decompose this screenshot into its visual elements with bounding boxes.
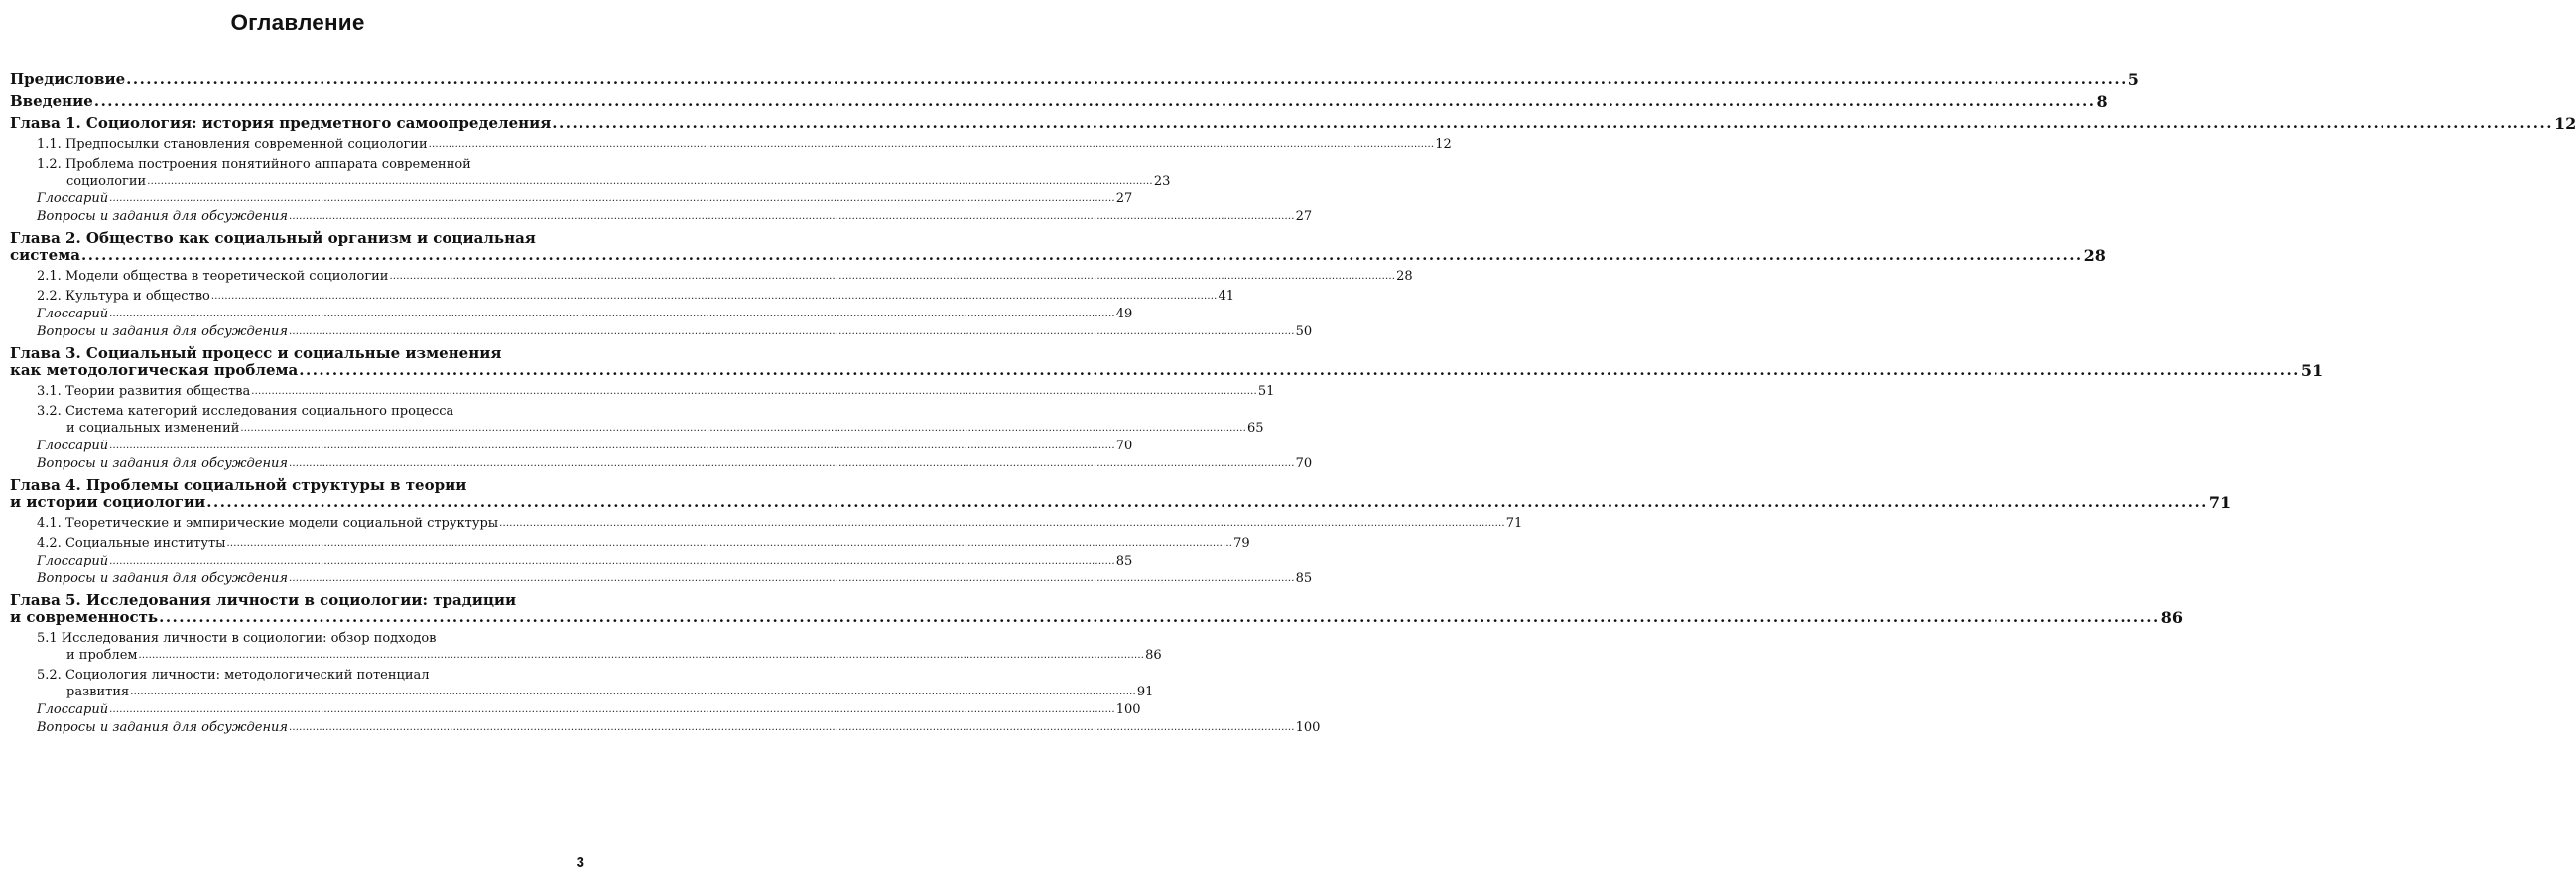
toc-section-entry[interactable] (10, 383, 1275, 400)
toc-page-number: 12 (2553, 114, 2576, 133)
dot-leader: ............................................................................................................................................................................................................................................................................................................ (159, 608, 2160, 626)
toc-page-number: 70 (1295, 456, 1313, 471)
dot-leader: ............................................................................................................................................................................................................................................................................................................ (251, 386, 1257, 397)
toc-entry-title: 1.2. Проблема построения понятийного аппарата современной (37, 157, 471, 172)
toc-appendix-entry[interactable] (10, 208, 1313, 225)
toc-page-number: 79 (1233, 536, 1250, 551)
toc-appendix-entry[interactable] (10, 570, 1313, 587)
toc-entry-title: Вопросы и задания для обсуждения (37, 209, 289, 224)
toc-section-entry[interactable] (10, 667, 1154, 700)
toc-entry-title: 3.1. Теории развития общества (37, 384, 251, 399)
dot-leader: ............................................................................................................................................................................................................................................................................................................ (289, 722, 1295, 733)
dot-leader: ............................................................................................................................................................................................................................................................................................................ (226, 538, 1233, 549)
toc-page-number: 49 (1115, 307, 1133, 321)
toc-entry-title: Глоссарий (37, 439, 109, 453)
toc-page-number: 28 (1396, 269, 1413, 284)
toc-entry-title: 2.1. Модели общества в теоретической социологии (37, 269, 389, 284)
toc-page-number: 12 (1435, 137, 1452, 152)
toc-appendix-entry[interactable] (10, 719, 1321, 736)
toc-chapter-entry[interactable] (10, 92, 2108, 111)
dot-leader: ............................................................................................................................................................................................................................................................................................................ (109, 309, 1115, 319)
dot-leader: ............................................................................................................................................................................................................................................................................................................ (289, 326, 1295, 337)
toc-entry-title: социологии (66, 174, 147, 189)
dot-leader: ............................................................................................................................................................................................................................................................................................................ (109, 193, 1115, 204)
dot-leader: ............................................................................................................................................................................................................................................................................................................ (289, 573, 1295, 584)
toc-entry-title: 5.1 Исследования личности в социологии: обзор подходов (37, 631, 437, 646)
toc-entry-title: 4.2. Социальные институты (37, 536, 226, 551)
toc-page-number: 5 (2127, 70, 2139, 89)
toc-appendix-entry[interactable] (10, 323, 1313, 340)
toc-chapter-entry[interactable] (10, 70, 2139, 89)
toc-page-number: 91 (1136, 685, 1154, 699)
dot-leader: ............................................................................................................................................................................................................................................................................................................ (80, 246, 2083, 264)
toc-page-number: 23 (1153, 174, 1171, 189)
toc-page-number: 51 (2300, 361, 2324, 380)
toc-entry-title: Введение (10, 92, 93, 110)
toc-section-entry[interactable] (10, 156, 1171, 189)
toc-appendix-entry[interactable] (10, 438, 1133, 454)
toc-entry-title: 4.1. Теоретические и эмпирические модели социальной структуры (37, 516, 499, 531)
toc-entry-title: и социальных изменений (66, 421, 240, 436)
toc-page-number: 71 (1505, 516, 1523, 531)
toc-appendix-entry[interactable] (10, 701, 1141, 718)
toc-section-entry[interactable] (10, 515, 1523, 532)
toc-entry-title: как методологическая проблема (10, 361, 299, 379)
dot-leader: ............................................................................................................................................................................................................................................................................................................ (389, 271, 1396, 282)
toc-entry-title: 5.2. Социология личности: методологический потенциал (37, 668, 430, 683)
dot-leader: ............................................................................................................................................................................................................................................................................................................ (109, 556, 1115, 567)
toc-chapter-entry[interactable] (10, 229, 2106, 265)
dot-leader: ............................................................................................................................................................................................................................................................................................................ (206, 493, 2208, 511)
dot-leader: ............................................................................................................................................................................................................................................................................................................ (210, 291, 1218, 302)
toc-appendix-entry[interactable] (10, 553, 1133, 569)
toc-entry-title: Глоссарий (37, 307, 109, 321)
page-title: Оглавление (230, 10, 365, 35)
toc-entry-title: Глава 3. Социальный процесс и социальные изменения (10, 344, 502, 362)
toc-entry-title: Глоссарий (37, 191, 109, 206)
toc-page-number: 27 (1295, 209, 1313, 224)
toc-section-entry[interactable] (10, 630, 1162, 664)
toc-entry-title: и проблем (66, 648, 138, 663)
toc-entry-title: Глоссарий (37, 554, 109, 568)
dot-leader: ............................................................................................................................................................................................................................................................................................................ (109, 704, 1115, 715)
toc-entry-title: Вопросы и задания для обсуждения (37, 720, 289, 735)
table-of-contents (10, 70, 2576, 736)
toc-page-number: 100 (1295, 720, 1321, 735)
toc-page-number: 71 (2208, 493, 2232, 512)
toc-entry-title: Вопросы и задания для обсуждения (37, 456, 289, 471)
toc-entry-title: Вопросы и задания для обсуждения (37, 324, 289, 339)
toc-section-entry[interactable] (10, 535, 1250, 552)
toc-page-number: 85 (1295, 571, 1313, 586)
toc-appendix-entry[interactable] (10, 455, 1313, 472)
toc-chapter-entry[interactable] (10, 476, 2232, 512)
toc-page-number: 86 (2160, 608, 2184, 627)
toc-entry-title: Вопросы и задания для обсуждения (37, 571, 289, 586)
toc-page-number: 70 (1115, 439, 1133, 453)
toc-chapter-entry[interactable] (10, 591, 2184, 627)
dot-leader: ............................................................................................................................................................................................................................................................................................................ (428, 139, 1435, 150)
page-number: 3 (576, 854, 584, 871)
toc-appendix-entry[interactable] (10, 306, 1133, 322)
toc-entry-title: развития (66, 685, 130, 699)
toc-entry-title: система (10, 246, 80, 264)
toc-section-entry[interactable] (10, 288, 1235, 305)
toc-section-entry[interactable] (10, 403, 1264, 437)
toc-section-entry[interactable] (10, 268, 1413, 285)
toc-page-number: 85 (1115, 554, 1133, 568)
toc-entry-title: Предисловие (10, 70, 126, 88)
toc-page-number: 8 (2096, 92, 2108, 111)
dot-leader: ............................................................................................................................................................................................................................................................................................................ (289, 458, 1295, 469)
toc-page-number: 100 (1115, 702, 1141, 717)
toc-entry-title: Глава 1. Социология: история предметного самоопределения (10, 114, 552, 132)
toc-page-number: 65 (1247, 421, 1264, 436)
toc-entry-title: Глава 2. Общество как социальный организм и социальная (10, 229, 536, 247)
dot-leader: ............................................................................................................................................................................................................................................................................................................ (499, 518, 1505, 529)
dot-leader: ............................................................................................................................................................................................................................................................................................................ (299, 361, 2300, 379)
toc-page-number: 86 (1145, 648, 1162, 663)
toc-entry-title: Глава 5. Исследования личности в социологии: традиции (10, 591, 517, 609)
toc-section-entry[interactable] (10, 136, 1452, 153)
toc-entry-title: 3.2. Система категорий исследования социального процесса (37, 404, 454, 419)
toc-chapter-entry[interactable] (10, 114, 2576, 133)
toc-chapter-entry[interactable] (10, 344, 2324, 380)
toc-entry-title: Глоссарий (37, 702, 109, 717)
dot-leader: ............................................................................................................................................................................................................................................................................................................ (109, 441, 1115, 451)
dot-leader: ............................................................................................................................................................................................................................................................................................................ (138, 650, 1145, 661)
dot-leader: ............................................................................................................................................................................................................................................................................................................ (147, 176, 1153, 187)
toc-page-number: 27 (1115, 191, 1133, 206)
toc-entry-title: и истории социологии (10, 493, 206, 511)
toc-page-number: 28 (2083, 246, 2106, 265)
toc-entry-title: Глава 4. Проблемы социальной структуры в теории (10, 476, 467, 494)
toc-entry-title: и современность (10, 608, 159, 626)
toc-appendix-entry[interactable] (10, 190, 1133, 207)
dot-leader: ............................................................................................................................................................................................................................................................................................................ (289, 211, 1295, 222)
toc-page-number: 41 (1218, 289, 1235, 304)
toc-entry-title: 1.1. Предпосылки становления современной социологии (37, 137, 428, 152)
dot-leader: ............................................................................................................................................................................................................................................................................................................ (130, 687, 1136, 697)
toc-entry-title: 2.2. Культура и общество (37, 289, 210, 304)
dot-leader: ............................................................................................................................................................................................................................................................................................................ (126, 70, 2127, 88)
toc-page-number: 50 (1295, 324, 1313, 339)
dot-leader: ............................................................................................................................................................................................................................................................................................................ (552, 114, 2553, 132)
dot-leader: ............................................................................................................................................................................................................................................................................................................ (240, 423, 1247, 434)
dot-leader: ............................................................................................................................................................................................................................................................................................................ (93, 92, 2096, 110)
toc-page-number: 51 (1257, 384, 1275, 399)
